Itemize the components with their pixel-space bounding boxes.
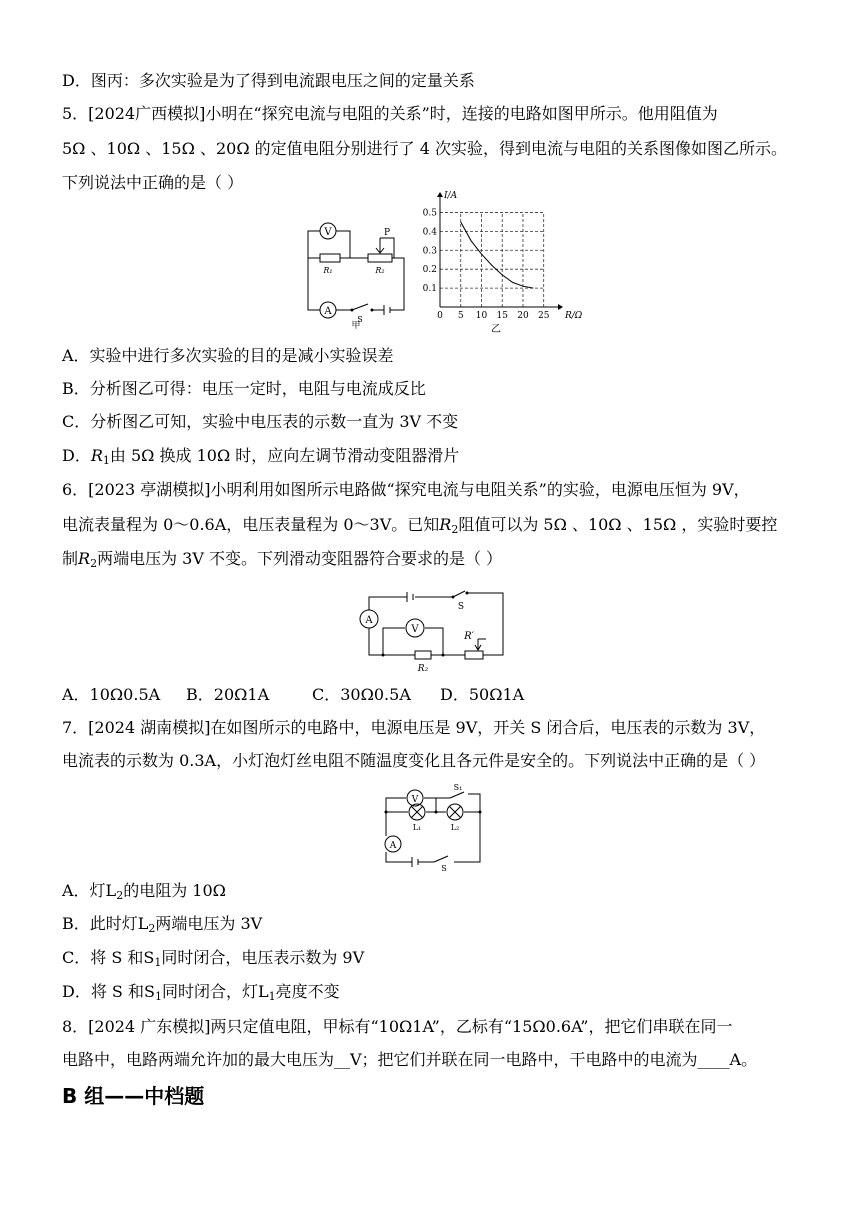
q6-switch-label: S (457, 602, 465, 612)
q7-option-a: A．灯$L_2$的电阻为 10Ω (62, 881, 226, 902)
q6-option-b: B．20Ω1A (186, 685, 270, 704)
q6-options (62, 684, 524, 706)
q5-option-c: C．分析图乙可知，实验中电压表的示数一直为 3V 不变 (62, 412, 459, 431)
q6-ammeter-label: A (365, 615, 373, 626)
chart-y-arrow (437, 192, 443, 197)
q7-l1-label: L₁ (412, 823, 422, 832)
q5-figure-jia-circuit (300, 212, 412, 332)
q6-stem-line3: 制$R_2$两端电压为 3V 不变。下列滑动变阻器符合要求的是（ ） (62, 549, 503, 570)
q6-stem-line2: 电流表量程为 0～0.6A，电压表量程为 0～3V。已知$R_2$阻值可以为 5Ω 、10Ω 、15Ω ，实验时要控 (62, 515, 778, 536)
q5-jia-slider-label: P (384, 228, 391, 238)
chart-y-axis-label: I/A (444, 191, 458, 201)
q6-stem-line1: 6．[2023 亭湖模拟]小明利用如图所示电路做“探究电流与电阻关系”的实验，电源电压恒为 9V， (62, 480, 750, 499)
q7-option-d: D．将 S 和$S_1$同时闭合，灯$L_1$亮度不变 (62, 982, 340, 1003)
chart-y-tick-label: 0.2 (422, 265, 437, 276)
chart-x-tick-label: 15 (496, 311, 508, 321)
chart-x-tick-label: 20 (517, 311, 529, 321)
q7-stem-line1: 7．[2024 湖南模拟]在如图所示的电路中，电源电压是 9V，开关 S 闭合后，电压表的示数为 3V， (62, 718, 766, 737)
q7-option-b: B．此时灯$L_2$两端电压为 3V (62, 914, 263, 935)
q5-stem-line3: 下列说法中正确的是（ ） (62, 173, 244, 192)
q6-rheostat-label: R′ (464, 631, 474, 642)
q5-figure-yi-chart (420, 191, 583, 339)
chart-x-arrow (558, 304, 563, 310)
q5-jia-switch-label: S (357, 315, 363, 324)
q6-voltmeter-label: V (411, 624, 419, 635)
chart-x-tick-label: 0 (437, 311, 443, 321)
q5-option-d: D．$R_1$由 5Ω 换成 10Ω 时，应向左调节滑动变阻器滑片 (62, 446, 460, 467)
q5-jia-caption: 甲 (351, 321, 361, 331)
q5-option-a: A．实验中进行多次实验的目的是减小实验误差 (62, 346, 394, 365)
q6-option-d: D．50Ω1A (440, 685, 525, 704)
q7-l2-label: L₂ (450, 823, 460, 832)
q5-jia-ammeter-label: A (324, 306, 332, 317)
q6-option-c: C．30Ω0.5A (312, 685, 411, 704)
q5-stem-line1: 5．[2024广西模拟]小明在“探究电流与电阻的关系”时，连接的电路如图甲所示。他用阻值为 (62, 104, 718, 123)
q7-stem-line2: 电流表的示数为 0.3A，小灯泡灯丝电阻不随温度变化且各元件是安全的。下列说法中正确的是（ ） (62, 751, 766, 770)
q8-stem-line2: 电路中，电路两端允许加的最大电压为__V；把它们并联在同一电路中，干电路中的电流为____A。 (62, 1050, 758, 1069)
chart-y-tick-label: 0.4 (422, 227, 437, 238)
q7-voltmeter-label: V (411, 795, 419, 805)
q8-stem-line1: 8．[2024 广东模拟]两只定值电阻，甲标有“10Ω1A”，乙标有“15Ω0.6A”，把它们串联在同一 (62, 1017, 733, 1036)
chart-y-tick-label: 0.5 (422, 208, 437, 219)
chart-x-tick-label: 5 (457, 311, 464, 321)
q5-option-b: B．分析图乙可得：电压一定时，电阻与电流成反比 (62, 379, 426, 398)
q5-stem-line2: 5Ω 、10Ω 、15Ω 、20Ω 的定值电阻分别进行了 4 次实验，得到电流与电阻的关系图像如图乙所示。 (62, 139, 788, 158)
q7-option-c: C．将 S 和$S_1$同时闭合，电压表示数为 9V (62, 948, 365, 969)
chart-x-axis-label: R/Ω (565, 311, 583, 321)
q7-circuit-figure (378, 782, 488, 876)
chart-x-tick-label: 25 (537, 311, 550, 321)
chart-series-line (461, 222, 534, 288)
q7-switch-s1-label: S₁ (453, 783, 463, 792)
q5-jia-r1-label: R₁ (323, 266, 333, 275)
chart-x-tick-label: 10 (475, 311, 488, 321)
q7-ammeter-label: A (389, 841, 397, 851)
chart-caption: 乙 (491, 324, 501, 335)
q5-jia-voltmeter-label: V (324, 227, 332, 238)
section-b-heading: B 组——中档题 (62, 1084, 205, 1108)
q5-jia-r2-label: R₂ (375, 266, 385, 275)
q4-option-d: D．图丙：多次实验是为了得到电流跟电压之间的定量关系 (62, 71, 475, 90)
chart-y-tick-label: 0.1 (422, 284, 437, 295)
chart-y-tick-label: 0.3 (422, 246, 437, 257)
q7-switch-s-label: S (441, 864, 447, 873)
q6-circuit-figure (355, 583, 513, 679)
q6-r2-label: R₂ (417, 664, 429, 674)
q6-option-a: A．10Ω0.5A (62, 685, 161, 704)
